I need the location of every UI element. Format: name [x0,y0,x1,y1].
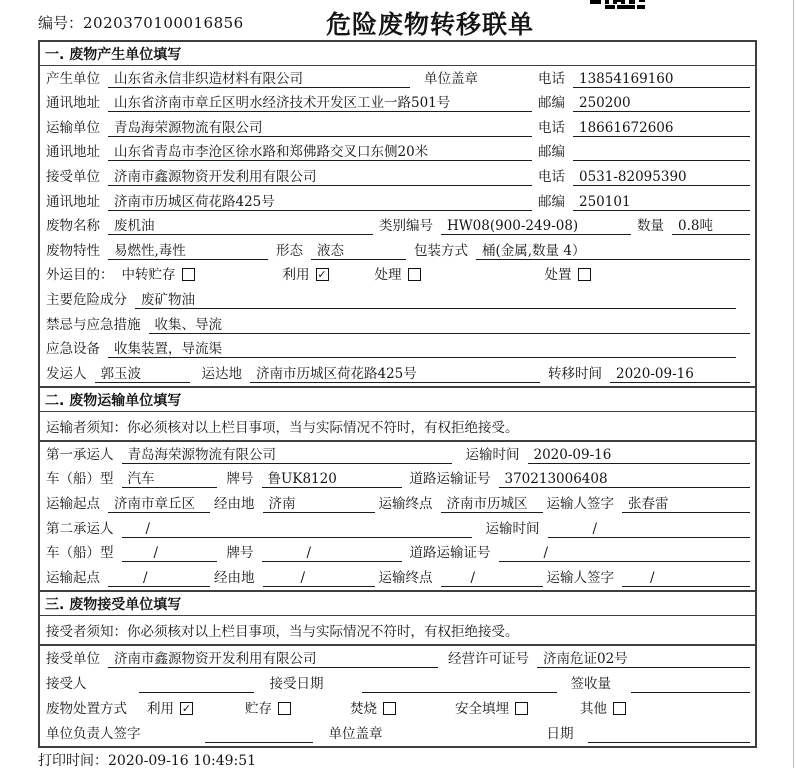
producer-unit-value: 山东省永信非织造材料有限公司 [108,70,410,88]
trait-value: 易燃性,毒性 [108,242,268,260]
checkbox-icon [408,268,421,281]
row-shipper [40,361,755,386]
transport-time-label: 运输时间 [465,446,520,463]
waste-name-value: 废机油 [108,217,373,235]
page-edge-line [793,0,794,768]
packing-value: 桶(金属,数量 4） [476,242,750,260]
checkbox-label: 利用 [282,267,310,284]
receive-unit-label: 接受单位 [46,651,100,667]
transport-time1-value: 2020-09-16 [528,446,751,464]
transport-time-label: 运输时间 [485,520,540,537]
section-transport [40,386,755,590]
carrier1-label: 第一承运人 [46,446,114,463]
serial-number [38,12,244,33]
section-receive-title: 三. 废物接受单位填写 [40,592,755,616]
receive-person-value [139,675,254,693]
phone-label: 电话 [538,119,565,136]
destination-value: 济南市历城区荷花路425号 [250,365,540,383]
row-route2 [40,565,755,590]
terminal-label: 运输终点 [378,496,433,513]
terminal2-value: / [441,569,543,587]
purpose-label: 外运目的： [46,267,114,284]
permit-label: 经营许可证号 [448,651,529,667]
plate-label: 牌号 [226,545,254,562]
receive-date-label: 接受日期 [269,676,324,692]
checkbox-label: 其他 [580,701,607,717]
transporter-unit-value: 青岛海荣源物流有限公司 [108,119,532,137]
receive-seal-date-value [588,725,751,743]
qr-code-fragment [590,0,645,9]
section-transport-rows [40,442,755,590]
receive-notice-text: 你必须核对以上栏目事项，当与实际情况不符时，有权拒绝接受。 [127,624,519,640]
page-title: 危险废物转移联单 [326,10,535,39]
row-transporter-unit [40,115,755,140]
checkbox-label: 贮存 [245,701,272,717]
category-value: HW08(900-249-08) [441,217,631,235]
row-receive-person [40,671,755,696]
transfer-time-value: 2020-09-16 [610,365,750,383]
trait-label: 废物特性 [46,242,100,259]
row-receiver-unit [40,164,755,189]
receive-notice-label: 接受者须知： [46,624,127,640]
unit-seal-label: 单位盖章 [424,70,478,87]
row-vehicle2 [40,541,755,566]
vehicle2-value: / [122,544,217,562]
sign-amount-value [631,675,750,693]
transporter-phone-group [538,119,750,137]
producer-zip-group [538,94,750,112]
checkbox-purpose-dispose [545,266,591,284]
checkbox-icon [515,702,528,715]
transport-notice-label: 运输者须知： [46,420,127,436]
checkbox-label: 利用 [147,701,174,717]
hazard-label: 主要危险成分 [46,292,127,309]
serial-value: 2020370100016856 [83,14,244,32]
shipper-label: 发运人 [46,365,87,382]
checkbox-disposal-other [580,700,626,718]
transport-notice [40,412,755,442]
row-producer-address [40,91,755,116]
row-receive-unit [40,646,755,671]
row-equipment [40,337,755,362]
head-sign-value [205,725,313,743]
carrier2-value: / [122,520,472,538]
transporter-phone-value: 18661672606 [573,119,750,137]
row-vehicle1 [40,467,755,492]
transporter-sign-label: 运输人签字 [546,570,614,587]
terminal1-value: 济南市历城区 [441,495,543,513]
serial-label: 编号： [38,14,84,32]
section-producer-title: 一. 废物产生单位填写 [40,42,755,66]
checkbox-purpose-transfer-storage [122,266,195,284]
waste-name-label: 废物名称 [46,218,100,235]
manifest-form-table [38,40,757,748]
row-disposal-method [40,696,755,721]
via2-value: / [263,569,375,587]
receiver-phone-value: 0531-82095390 [573,168,750,186]
carrier1-value: 青岛海荣源物流有限公司 [122,446,452,464]
via1-value: 济南 [263,495,375,513]
row-waste-trait [40,238,755,263]
vehicle1-value: 汽车 [122,470,217,488]
checkbox-disposal-storage [245,700,291,718]
section-producer [40,42,755,386]
shipper-value: 郭玉波 [95,365,190,383]
emergency-label: 禁忌与应急措施 [46,316,141,333]
receiver-address-label: 通讯地址 [46,193,100,210]
checkbox-label: 处理 [374,267,402,284]
print-time-label: 打印时间： [38,753,108,768]
checkbox-icon [383,702,396,715]
hazard-value: 废矿物油 [135,291,736,309]
row-carrier2 [40,516,755,541]
row-producer-unit [40,66,755,91]
row-hazard [40,287,755,312]
checkbox-icon [578,268,591,281]
checkbox-disposal-utilize [147,700,193,718]
checkbox-icon [613,702,626,715]
via-label: 经由地 [214,570,255,587]
checkbox-icon: ✓ [181,702,192,715]
row-carrier1 [40,442,755,467]
vehicle-type-label: 车（船）型 [46,545,114,562]
quantity-label: 数量 [637,218,664,235]
road-permit1-value: 370213006408 [499,470,751,488]
transporter-sign1-value: 张春雷 [622,495,750,513]
equipment-value: 收集装置，导流渠 [108,340,736,358]
checkbox-label: 焚烧 [350,701,377,717]
transporter-sign2-value: / [622,569,750,587]
vehicle-type-label: 车（船）型 [46,471,114,488]
phone-label: 电话 [538,70,565,87]
destination-label: 运达地 [201,365,242,382]
via-label: 经由地 [214,496,255,513]
road-permit-label: 道路运输证号 [409,471,491,488]
checkbox-disposal-landfill [455,700,528,718]
row-waste-name [40,214,755,239]
row-head-signature [40,721,755,746]
plate1-value: 鲁UK8120 [262,470,402,488]
plate2-value: / [262,544,402,562]
plate-label: 牌号 [226,471,254,488]
print-time [38,750,256,768]
row-receiver-address [40,189,755,214]
road-permit2-value: / [499,544,751,562]
producer-phone-value: 13854169160 [573,70,750,88]
emergency-value: 收集、导流 [149,316,751,334]
checkbox-disposal-incinerate [350,700,396,718]
receiver-zip-group [538,193,750,211]
checkbox-icon [278,702,291,715]
road-permit-label: 道路运输证号 [409,545,491,562]
row-purpose [40,263,755,288]
checkbox-label: 安全填埋 [455,701,509,717]
origin-label: 运输起点 [46,496,100,513]
section-transport-title: 二. 废物运输单位填写 [40,388,755,412]
receive-person-label: 接受人 [46,676,87,692]
origin2-value: / [108,569,210,587]
producer-zip-value: 250200 [573,94,750,112]
section-receive [40,590,755,746]
receiver-unit-label: 接受单位 [46,169,100,186]
zip-label: 邮编 [538,95,565,112]
transfer-time-label: 转移时间 [548,365,602,382]
receiver-address-value: 济南市历城区荷花路425号 [108,193,532,211]
receiver-phone-group [538,168,750,186]
receive-unit-value: 济南市鑫源物资开发利用有限公司 [108,650,438,668]
quantity-value: 0.8吨 [672,217,750,235]
transporter-zip-group [538,143,750,161]
packing-label: 包装方式 [414,242,468,259]
origin-label: 运输起点 [46,570,100,587]
row-route1 [40,491,755,516]
transporter-unit-label: 运输单位 [46,119,100,136]
form-label: 形态 [276,242,303,259]
origin1-value: 济南市章丘区 [108,495,210,513]
checkbox-icon [182,268,195,281]
checkbox-purpose-treat [375,266,421,284]
disposal-method-label: 废物处置方式 [46,701,127,717]
terminal-label: 运输终点 [378,570,433,587]
carrier2-label: 第二承运人 [46,520,114,537]
producer-address-value: 山东省济南市章丘区明水经济技术开发区工业一路501号 [108,94,532,112]
form-value: 液态 [311,242,406,260]
permit-value: 济南危证02号 [537,650,750,668]
checkbox-purpose-utilize [283,266,329,284]
transporter-address-label: 通讯地址 [46,144,100,161]
receiver-unit-value: 济南市鑫源物资开发利用有限公司 [108,168,532,186]
print-time-value: 2020-09-16 10:49:51 [108,753,257,768]
transporter-address-value: 山东省青岛市李沧区徐水路和郑佛路交叉口东侧20米 [108,143,532,161]
checkbox-icon: ✓ [317,268,327,282]
receive-seal-date-label: 日期 [546,726,574,742]
receiver-zip-value: 250101 [573,193,750,211]
zip-label: 邮编 [538,193,565,210]
head-sign-label: 单位负责人签字 [46,726,141,742]
producer-phone-group [538,70,750,88]
zip-label: 邮编 [538,144,565,161]
phone-label: 电话 [538,169,565,186]
category-label: 类别编号 [379,218,433,235]
row-transporter-address [40,140,755,165]
section-producer-rows [40,66,755,386]
checkbox-label: 处置 [544,267,572,284]
receive-notice [40,616,755,646]
transporter-zip-value [573,143,750,161]
equipment-label: 应急设备 [46,341,100,358]
section-receive-rows [40,646,755,746]
producer-address-label: 通讯地址 [46,95,100,112]
transport-time2-value: / [548,520,751,538]
unit-seal-label: 单位盖章 [328,726,383,742]
receive-date-value [362,675,557,693]
checkbox-label: 中转贮存 [121,267,176,284]
transporter-sign-label: 运输人签字 [546,496,614,513]
transport-notice-text: 你必须核对以上栏目事项，当与实际情况不符时，有权拒绝接受。 [127,420,519,436]
row-emergency [40,312,755,337]
sign-amount-label: 签收量 [570,676,611,692]
producer-unit-label: 产生单位 [46,70,100,87]
